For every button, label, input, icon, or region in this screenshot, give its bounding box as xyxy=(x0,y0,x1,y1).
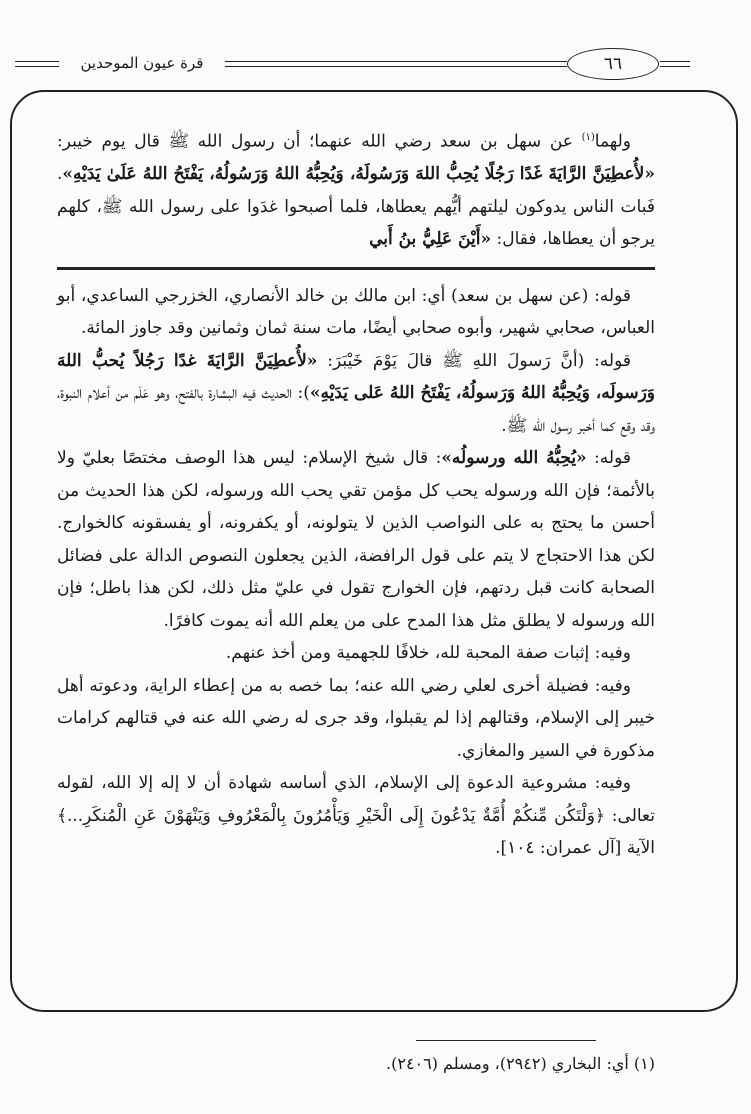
page-header xyxy=(0,38,751,88)
commentary-paragraph-6 xyxy=(57,767,655,865)
commentary-paragraph-4: وفيه: إثبات صفة المحبة لله، خلافًا للجهمية ومن أخذ عنهم. xyxy=(225,643,631,664)
header-rule-middle-2 xyxy=(225,66,567,67)
p3-start: قوله: xyxy=(586,448,631,469)
footnote-marker: (١) xyxy=(633,1054,655,1073)
footnote-separator xyxy=(416,1040,596,1041)
page-number-oval xyxy=(567,48,659,80)
hadith-quote-2: «أَيْنَ عَلِيُّ بنُ أَبي xyxy=(369,229,492,250)
header-rule-right-2 xyxy=(660,66,690,67)
p6-end: الآية [آل عمران: ١٠٤]. xyxy=(495,838,655,859)
hadith-middle: . فَبات الناس يدوكون ليلتهم أيُّهم يعطاها، فلما أصبحوا غدَوا على رسول الله ﷺ، كلهم يرجو أن يعطاها، فقال: xyxy=(57,164,655,250)
hadith-prefix: ولهما xyxy=(594,131,631,152)
header-rule-middle xyxy=(225,61,567,62)
p3-end: : قال شيخ الإسلام: ليس هذا الوصف مختصًا بعليّ ولا بالأئمة؛ فإن الله ورسوله يحب كل مؤمن تقي يحب الله ورسوله، لكن هذا الحديث من أحسن ما يحتج به على النواصب الذين لا يتولونه، أو يكفرونه، أو يفسقونه كالخوارج. لكن هذا الاحتجاج لا يتم على قول الرافضة، الذين يجعلون النصوص الدالة على فضائل الصحابة كانت قبل ردتهم، فإن الخوارج تقول في عليّ مثل ذلك، لكن هذا باطل؛ فإن الله ورسوله لا يطلق مثل هذا المدح على من يعلم الله أنه يموت كافرًا. xyxy=(57,448,655,631)
running-title: قرة عيون الموحدين xyxy=(62,50,222,76)
commentary-paragraph-5: وفيه: فضيلة أخرى لعلي رضي الله عنه؛ بما خصه به من إعطاء الراية، ودعوته أهل خيبر إلى الإسلام، وقتالهم إذا لم يقبلوا، وقد جرى له رضي الله عنه في قتالهم كرامات مذكورة في السير والمغازي. xyxy=(57,675,655,761)
main-separator xyxy=(57,267,655,270)
header-rule-right xyxy=(660,61,690,62)
page-number: ٦٦ xyxy=(603,54,623,74)
p3-bold: «يُحِبُّهُ الله ورسولُه» xyxy=(441,448,587,469)
hadith-rest: عن سهل بن سعد رضي الله عنهما؛ أن رسول الله ﷺ قال يوم خيبر: xyxy=(57,131,582,152)
p2-bold: «لأُعطِيَنَّ الرَّايَةَ غدًا رَجُلاً يُحبُّ اللهَ وَرَسولَه، وَيُحِبُّهُ اللهُ وَرَسولُهُ، يَفْتَحُ اللهُ عَلى يَدَيْهِ» xyxy=(57,350,655,404)
commentary-paragraph-3 xyxy=(57,442,655,637)
hadith-text xyxy=(57,122,655,256)
p6-start: وفيه: مشروعية الدعوة إلى الإسلام، الذي أساسه شهادة أن لا إله إلا الله، لقوله تعالى: xyxy=(57,773,655,826)
commentary-paragraph-2 xyxy=(57,345,655,443)
header-rule-left-outer xyxy=(15,61,59,62)
commentary-paragraph-1: قوله: (عن سهل بن سعد) أي: ابن مالك بن خالد الأنصاري، الخزرجي الساعدي، أبو العباس، صحابي شهير، وأبوه صحابي أيضًا، مات سنة ثمان وثمانين وقد جاوز المائة. xyxy=(57,285,655,339)
p2-end: ): الحديث فيه البشارة بالفتح، وهو عَلَم من أعلام النبوة، وقد وقع كما أخبر رسول الله ﷺ. xyxy=(57,383,655,436)
hadith-quote-1: «لأُعطِيَنَّ الرَّايَةَ غَدًا رَجُلًا يُحِبُّ اللهَ وَرَسُولَهُ، وَيُحِبُّهُ اللهُ وَرَسُولُهُ، يَفْتَحُ اللهُ عَلَىٰ يَدَيْهِ» xyxy=(62,164,655,185)
footnote-ref: (١) xyxy=(581,132,595,143)
footnote xyxy=(57,1050,655,1078)
main-content xyxy=(57,122,655,865)
p2-start: قوله: (أنَّ رَسولَ اللهِ ﷺ قالَ يَوْمَ خَيْبَرَ: xyxy=(317,350,631,371)
footnote-text: أي: البخاري (٢٩٤٢)، ومسلم (٢٤٠٦). xyxy=(386,1054,634,1073)
header-rule-left-outer-2 xyxy=(15,66,59,67)
quran-verse: ﴿وَلْتَكُن مِّنكُمْ أُمَّةٌ يَدْعُونَ إِلَى الْخَيْرِ وَيَأْمُرُونَ بِالْمَعْرُوفِ وَيَنْهَوْنَ عَنِ الْمُنكَرِ...﴾ xyxy=(57,805,605,826)
